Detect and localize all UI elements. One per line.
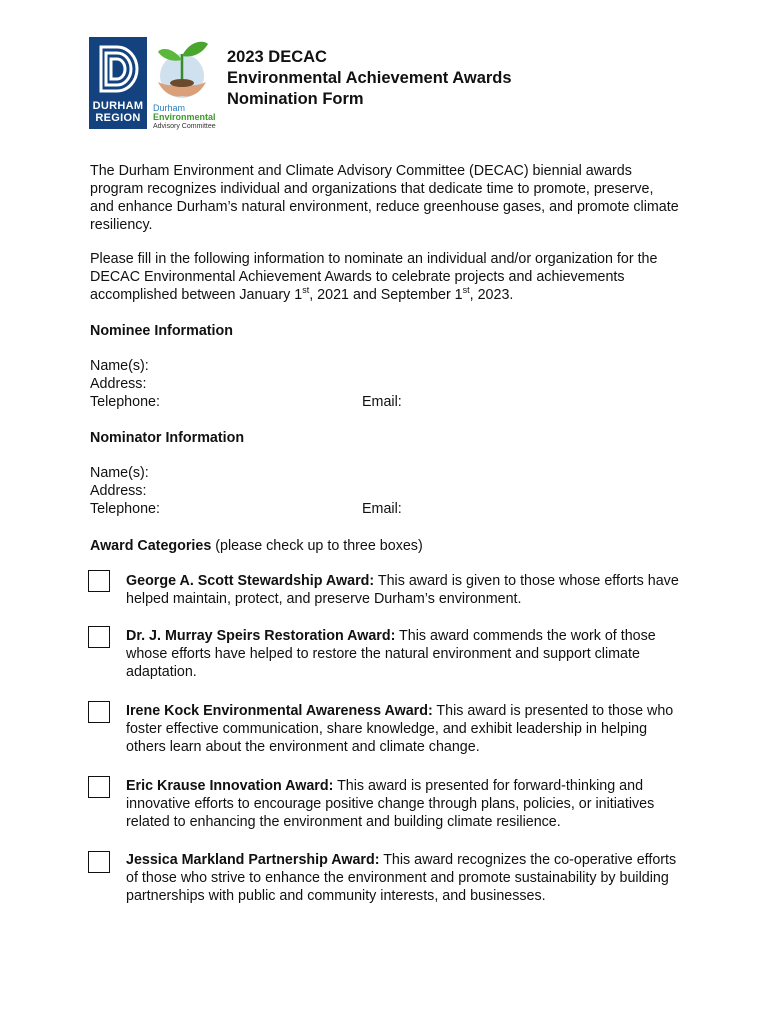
award-checkbox-awareness[interactable] <box>88 701 110 723</box>
title-line-3: Nomination Form <box>227 90 364 108</box>
award-checkbox-innovation[interactable] <box>88 776 110 798</box>
durham-region-logo <box>89 37 147 129</box>
award-checkbox-partnership[interactable] <box>88 851 110 873</box>
award-categories-heading: Award Categories (please check up to three boxes) <box>90 538 423 554</box>
env-logo-word-2: Environmental <box>153 112 216 122</box>
nominee-address-label: Address: <box>90 376 147 392</box>
award-awareness: Irene Kock Environmental Awareness Award: This award is presented to those who foster effective communication, share knowledge, and exhibit leadership in helping others learn about the environment and climate change. <box>126 703 674 755</box>
award-stewardship: George A. Scott Stewardship Award: This award is given to those whose efforts have helped maintain, protect, and preserve Durham’s environment. <box>126 573 679 607</box>
nominator-names-label: Name(s): <box>90 465 149 481</box>
award-innovation: Eric Krause Innovation Award: This award is presented for forward-thinking and innovative efforts to encourage positive change through plans, policies, or initiatives related to enhancing the environment and building climate resilience. <box>126 778 655 830</box>
seedling-hands-icon <box>152 36 212 104</box>
durham-d-swirl-icon <box>93 41 143 97</box>
nominee-heading: Nominee Information <box>90 323 233 339</box>
nominee-email-label: Email: <box>362 394 402 410</box>
durham-logo-word-1: DURHAM <box>92 100 144 112</box>
nominee-names-label: Name(s): <box>90 358 149 374</box>
intro-paragraph-1: The Durham Environment and Climate Advisory Committee (DECAC) biennial awards program recognizes individual and organizations that dedicate time to promote, preserve, and enhance Durham’s natural environment, reduce greenhouse gases, and promote climate resiliency. <box>90 163 679 233</box>
award-restoration: Dr. J. Murray Speirs Restoration Award: This award commends the work of those whose efforts have helped to restore the natural environment and support climate adaptation. <box>126 628 656 680</box>
title-line-2: Environmental Achievement Awards <box>227 69 512 87</box>
environmental-committee-logo <box>150 36 220 132</box>
title-line-1: 2023 DECAC <box>227 48 327 66</box>
nominator-email-label: Email: <box>362 501 402 517</box>
env-logo-word-1: Durham <box>153 103 186 113</box>
award-checkbox-restoration[interactable] <box>88 626 110 648</box>
award-checkbox-stewardship[interactable] <box>88 570 110 592</box>
nominator-address-label: Address: <box>90 483 147 499</box>
env-logo-word-3: Advisory Committee <box>153 123 216 130</box>
nominee-telephone-label: Telephone: <box>90 394 160 410</box>
intro-paragraph-2: Please fill in the following information to nominate an individual and/or organization for the DECAC Environmental Achievement Awards to celebrate projects and achievements accomplished between January 1st, 2021 and September 1st, 2023. <box>90 251 658 303</box>
durham-logo-word-2: REGION <box>95 112 141 124</box>
award-partnership: Jessica Markland Partnership Award: This award recognizes the co-operative efforts of those who strive to enhance the environment and promote sustainability by building partnerships with public and community interests, and businesses. <box>126 852 677 904</box>
nominator-heading: Nominator Information <box>90 430 245 446</box>
nominator-telephone-label: Telephone: <box>90 501 160 517</box>
